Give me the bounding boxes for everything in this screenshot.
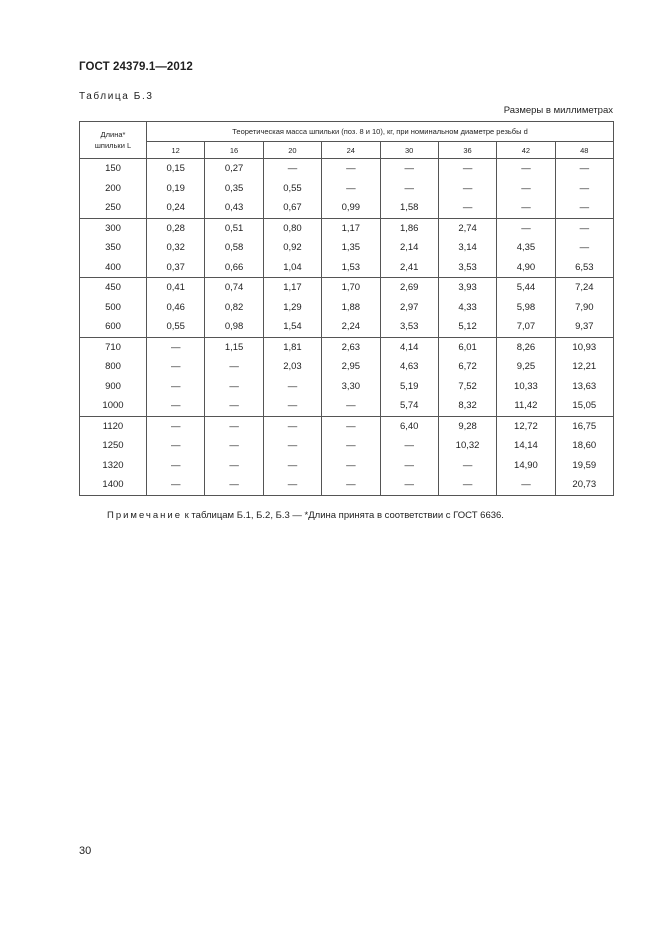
mass-cell: —	[147, 416, 205, 436]
length-cell: 500	[80, 298, 147, 318]
diameter-header-cell: 20	[263, 142, 321, 159]
mass-cell: 10,32	[438, 436, 496, 456]
mass-cell: —	[147, 475, 205, 495]
diameter-header-cell: 30	[380, 142, 438, 159]
mass-cell: —	[380, 436, 438, 456]
table-row	[80, 396, 614, 416]
table-row	[80, 317, 614, 337]
mass-cell: 0,55	[263, 179, 321, 199]
mass-cell: —	[263, 436, 321, 456]
mass-cell: —	[263, 475, 321, 495]
mass-cell: 1,04	[263, 258, 321, 278]
mass-cell: 1,17	[263, 278, 321, 298]
mass-cell: —	[263, 416, 321, 436]
mass-cell: 14,14	[497, 436, 555, 456]
mass-cell: 0,32	[147, 238, 205, 258]
mass-cell: 0,28	[147, 218, 205, 238]
mass-cell: —	[438, 159, 496, 179]
mass-cell: 2,95	[322, 357, 380, 377]
diameter-header-cell: 48	[555, 142, 613, 159]
length-cell: 250	[80, 198, 147, 218]
mass-cell: 0,27	[205, 159, 263, 179]
mass-cell: —	[263, 396, 321, 416]
mass-cell: —	[497, 218, 555, 238]
table-row	[80, 377, 614, 397]
mass-cell: 20,73	[555, 475, 613, 495]
mass-cell: 2,14	[380, 238, 438, 258]
mass-cell: 0,24	[147, 198, 205, 218]
note-label: Примечание	[107, 510, 182, 521]
table-row	[80, 357, 614, 377]
table-row	[80, 436, 614, 456]
mass-cell: 6,01	[438, 337, 496, 357]
mass-cell: 0,80	[263, 218, 321, 238]
mass-cell: 1,58	[380, 198, 438, 218]
length-cell: 400	[80, 258, 147, 278]
mass-cell: 4,90	[497, 258, 555, 278]
mass-cell: 9,25	[497, 357, 555, 377]
mass-cell: 9,28	[438, 416, 496, 436]
mass-cell: 0,82	[205, 298, 263, 318]
diameter-header-cell: 12	[147, 142, 205, 159]
length-cell: 1000	[80, 396, 147, 416]
mass-cell: 5,19	[380, 377, 438, 397]
mass-cell: —	[380, 456, 438, 476]
mass-column-header: Теоретическая масса шпильки (поз. 8 и 10), кг, при номинальном диаметре резьбы d	[147, 122, 614, 142]
table-row	[80, 159, 614, 179]
mass-cell: 4,35	[497, 238, 555, 258]
mass-cell: —	[438, 179, 496, 199]
table-header	[80, 122, 614, 159]
length-cell: 300	[80, 218, 147, 238]
mass-cell: 0,66	[205, 258, 263, 278]
mass-cell: 2,69	[380, 278, 438, 298]
mass-cell: 7,24	[555, 278, 613, 298]
mass-cell: 1,35	[322, 238, 380, 258]
table-row	[80, 218, 614, 238]
mass-cell: —	[205, 377, 263, 397]
mass-cell: 12,72	[497, 416, 555, 436]
mass-cell: 0,35	[205, 179, 263, 199]
length-cell: 600	[80, 317, 147, 337]
mass-cell: 5,98	[497, 298, 555, 318]
table-note	[107, 510, 504, 521]
length-header-line2: шпильки L	[94, 141, 132, 150]
units-note: Размеры в миллиметрах	[503, 105, 613, 116]
mass-cell: 1,88	[322, 298, 380, 318]
mass-cell: —	[147, 357, 205, 377]
mass-cell: 3,14	[438, 238, 496, 258]
mass-cell: 1,15	[205, 337, 263, 357]
mass-cell: —	[555, 179, 613, 199]
diameter-header-cell: 16	[205, 142, 263, 159]
mass-cell: 3,30	[322, 377, 380, 397]
mass-cell: —	[322, 159, 380, 179]
mass-cell: —	[555, 218, 613, 238]
mass-cell: 0,46	[147, 298, 205, 318]
mass-cell: 6,72	[438, 357, 496, 377]
mass-cell: 14,90	[497, 456, 555, 476]
mass-cell: —	[205, 357, 263, 377]
length-cell: 800	[80, 357, 147, 377]
length-cell: 1250	[80, 436, 147, 456]
mass-cell: 5,44	[497, 278, 555, 298]
mass-cell: 2,74	[438, 218, 496, 238]
mass-cell: —	[205, 396, 263, 416]
mass-cell: 4,14	[380, 337, 438, 357]
mass-cell: —	[438, 456, 496, 476]
length-cell: 900	[80, 377, 147, 397]
length-cell: 710	[80, 337, 147, 357]
diameter-header-cell: 36	[438, 142, 496, 159]
diameter-header-row	[80, 142, 614, 159]
page-number: 30	[79, 845, 92, 857]
length-cell: 450	[80, 278, 147, 298]
mass-cell: —	[555, 238, 613, 258]
mass-cell: 0,92	[263, 238, 321, 258]
diameter-header-cell: 24	[322, 142, 380, 159]
mass-cell: 2,03	[263, 357, 321, 377]
diameter-header-cell: 42	[497, 142, 555, 159]
mass-cell: 1,70	[322, 278, 380, 298]
mass-cell: 1,86	[380, 218, 438, 238]
mass-cell: 15,05	[555, 396, 613, 416]
table-row	[80, 179, 614, 199]
table-row	[80, 456, 614, 476]
table-row	[80, 298, 614, 318]
mass-cell: 0,58	[205, 238, 263, 258]
mass-cell: —	[205, 475, 263, 495]
mass-cell: 0,99	[322, 198, 380, 218]
mass-cell: 9,37	[555, 317, 613, 337]
mass-cell: —	[497, 475, 555, 495]
length-cell: 350	[80, 238, 147, 258]
mass-cell: 2,24	[322, 317, 380, 337]
mass-cell: 11,42	[497, 396, 555, 416]
mass-cell: 1,54	[263, 317, 321, 337]
mass-cell: 2,63	[322, 337, 380, 357]
length-cell: 150	[80, 159, 147, 179]
mass-cell: —	[438, 475, 496, 495]
mass-cell: —	[555, 198, 613, 218]
length-cell: 1120	[80, 416, 147, 436]
length-column-header	[80, 122, 147, 159]
table-row	[80, 258, 614, 278]
mass-cell: 7,52	[438, 377, 496, 397]
table-row	[80, 238, 614, 258]
table-row	[80, 278, 614, 298]
mass-cell: 3,53	[438, 258, 496, 278]
mass-cell: 2,41	[380, 258, 438, 278]
mass-cell: 7,07	[497, 317, 555, 337]
mass-cell: —	[147, 396, 205, 416]
mass-cell: 5,12	[438, 317, 496, 337]
mass-cell: 0,19	[147, 179, 205, 199]
table-row	[80, 475, 614, 495]
mass-cell: 13,63	[555, 377, 613, 397]
table-body	[80, 159, 614, 496]
mass-cell: 0,15	[147, 159, 205, 179]
mass-cell: —	[322, 456, 380, 476]
mass-cell: 3,53	[380, 317, 438, 337]
mass-cell: 4,63	[380, 357, 438, 377]
mass-cell: —	[205, 416, 263, 436]
mass-cell: 2,97	[380, 298, 438, 318]
mass-cell: —	[380, 159, 438, 179]
mass-cell: 12,21	[555, 357, 613, 377]
mass-cell: 1,29	[263, 298, 321, 318]
mass-cell: —	[205, 436, 263, 456]
mass-cell: —	[380, 475, 438, 495]
table-row	[80, 337, 614, 357]
mass-cell: 0,41	[147, 278, 205, 298]
mass-cell: 4,33	[438, 298, 496, 318]
mass-cell: —	[147, 337, 205, 357]
mass-cell: —	[497, 159, 555, 179]
mass-cell: —	[497, 179, 555, 199]
mass-cell: 0,67	[263, 198, 321, 218]
document-header: ГОСТ 24379.1—2012	[79, 61, 193, 73]
mass-cell: 18,60	[555, 436, 613, 456]
mass-cell: —	[380, 179, 438, 199]
mass-cell: —	[263, 377, 321, 397]
mass-cell: 7,90	[555, 298, 613, 318]
table-row	[80, 416, 614, 436]
length-header-line1: Длина*	[100, 130, 126, 139]
mass-cell: —	[147, 377, 205, 397]
mass-cell: —	[205, 456, 263, 476]
mass-cell: 0,51	[205, 218, 263, 238]
length-cell: 1400	[80, 475, 147, 495]
mass-cell: 10,33	[497, 377, 555, 397]
mass-cell: 8,26	[497, 337, 555, 357]
mass-cell: —	[263, 456, 321, 476]
mass-cell: 6,53	[555, 258, 613, 278]
mass-cell: —	[322, 416, 380, 436]
mass-cell: —	[497, 198, 555, 218]
length-cell: 200	[80, 179, 147, 199]
length-cell: 1320	[80, 456, 147, 476]
mass-cell: —	[438, 198, 496, 218]
mass-cell: 0,98	[205, 317, 263, 337]
mass-cell: 1,53	[322, 258, 380, 278]
mass-cell: —	[322, 179, 380, 199]
mass-cell: —	[147, 456, 205, 476]
mass-cell: 1,17	[322, 218, 380, 238]
mass-cell: 5,74	[380, 396, 438, 416]
mass-cell: 10,93	[555, 337, 613, 357]
mass-cell: 0,43	[205, 198, 263, 218]
mass-cell: 19,59	[555, 456, 613, 476]
table-caption: Таблица Б.3	[79, 91, 154, 102]
mass-cell: —	[263, 159, 321, 179]
mass-cell: 1,81	[263, 337, 321, 357]
mass-cell: —	[147, 436, 205, 456]
stud-mass-table	[79, 121, 614, 496]
note-text: к таблицам Б.1, Б.2, Б.3 — *Длина принята в соответствии с ГОСТ 6636.	[182, 510, 504, 521]
mass-cell: —	[322, 475, 380, 495]
table-row	[80, 198, 614, 218]
mass-cell: 6,40	[380, 416, 438, 436]
mass-cell: —	[322, 436, 380, 456]
mass-cell: 8,32	[438, 396, 496, 416]
mass-cell: —	[322, 396, 380, 416]
mass-cell: 0,37	[147, 258, 205, 278]
mass-cell: 0,55	[147, 317, 205, 337]
mass-cell: 16,75	[555, 416, 613, 436]
mass-cell: 0,74	[205, 278, 263, 298]
mass-cell: —	[555, 159, 613, 179]
mass-cell: 3,93	[438, 278, 496, 298]
